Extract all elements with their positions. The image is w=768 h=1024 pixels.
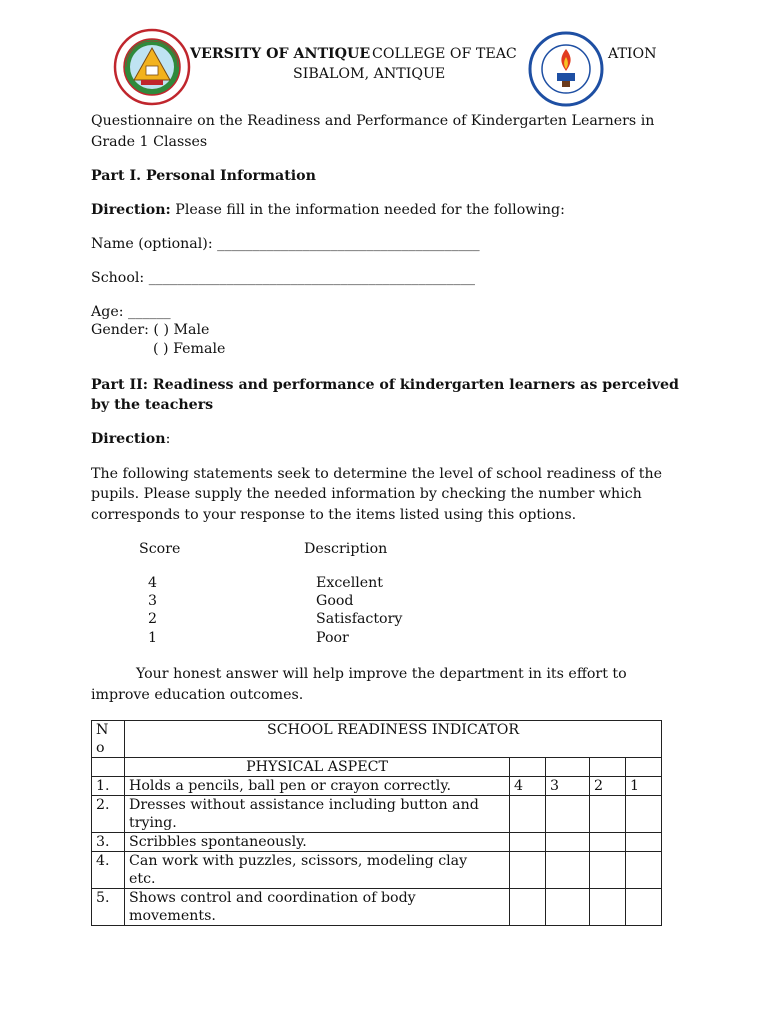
instruction-line2: pupils. Please supply the needed information by checking the number which bbox=[91, 486, 642, 502]
location-line: SIBALOM, ANTIQUE bbox=[293, 66, 446, 82]
part2-direction bbox=[91, 431, 170, 447]
section-score-cell bbox=[590, 758, 626, 777]
part1-direction-text: Please fill in the information needed for the following: bbox=[170, 202, 565, 218]
scale-score-3: 3 bbox=[148, 593, 158, 609]
part2-heading-line2: by the teachers bbox=[91, 397, 214, 413]
section-score-cell bbox=[510, 758, 546, 777]
no-header-line2: o bbox=[96, 740, 105, 756]
row-indicator: Holds a pencils, ball pen or crayon correctly. bbox=[125, 777, 510, 796]
scale-desc-3: Good bbox=[316, 593, 354, 609]
score-checkbox-4[interactable] bbox=[510, 796, 546, 833]
table-row bbox=[92, 777, 662, 796]
indicator-column-header: SCHOOL READINESS INDICATOR bbox=[125, 721, 662, 758]
scale-desc-1: Poor bbox=[316, 630, 349, 646]
row-indicator bbox=[125, 889, 510, 926]
section-no-cell bbox=[92, 758, 125, 777]
university-name-partial: VERSITY OF ANTIQUE bbox=[190, 46, 371, 62]
score-column-header: Score bbox=[139, 541, 181, 557]
no-header-line1: N bbox=[96, 722, 109, 738]
row-indicator-line2: etc. bbox=[129, 871, 156, 887]
score-checkbox-1[interactable] bbox=[626, 852, 662, 889]
name-field[interactable]: Name (optional): _____________________________________ bbox=[91, 236, 480, 252]
score-checkbox-2[interactable] bbox=[590, 833, 626, 852]
row-indicator-line2: movements. bbox=[129, 908, 216, 924]
scale-score-1: 1 bbox=[148, 630, 158, 646]
row-number: 1. bbox=[92, 777, 125, 796]
scale-score-4: 4 bbox=[148, 575, 158, 591]
table-row bbox=[92, 796, 662, 833]
college-seal-logo bbox=[528, 31, 604, 107]
row-number: 3. bbox=[92, 833, 125, 852]
part2-direction-label: Direction bbox=[91, 431, 166, 447]
score-checkbox-4[interactable] bbox=[510, 889, 546, 926]
score-checkbox-3[interactable] bbox=[546, 796, 590, 833]
score-checkbox-3[interactable] bbox=[546, 852, 590, 889]
row-indicator bbox=[125, 852, 510, 889]
section-score-cell bbox=[626, 758, 662, 777]
score-checkbox-2[interactable] bbox=[590, 889, 626, 926]
college-name-partial-right: ATION bbox=[608, 46, 657, 62]
scale-desc-4: Excellent bbox=[316, 575, 384, 591]
part1-direction bbox=[91, 202, 565, 218]
part1-direction-label: Direction: bbox=[91, 202, 171, 218]
score-checkbox-1[interactable] bbox=[626, 833, 662, 852]
row-indicator bbox=[125, 796, 510, 833]
row-number: 4. bbox=[92, 852, 125, 889]
score-checkbox-1[interactable] bbox=[626, 796, 662, 833]
row-number: 2. bbox=[92, 796, 125, 833]
table-row bbox=[92, 852, 662, 889]
no-column-header bbox=[92, 721, 125, 758]
score-checkbox-4[interactable] bbox=[510, 852, 546, 889]
score-checkbox-2[interactable] bbox=[590, 796, 626, 833]
part2-heading-line1: Part II: Readiness and performance of kindergarten learners as perceived bbox=[91, 377, 679, 393]
gender-female-option[interactable]: ( ) Female bbox=[153, 341, 226, 357]
part2-direction-colon: : bbox=[165, 431, 171, 447]
table-row bbox=[92, 889, 662, 926]
scale-desc-2: Satisfactory bbox=[316, 611, 403, 627]
score-label-3[interactable]: 3 bbox=[546, 777, 590, 796]
questionnaire-title-line2: Grade 1 Classes bbox=[91, 134, 208, 150]
closing-line2: improve education outcomes. bbox=[91, 687, 304, 703]
school-field[interactable]: School: ______________________________________________ bbox=[91, 270, 476, 286]
part1-heading: Part I. Personal Information bbox=[91, 168, 316, 184]
table-header-row bbox=[92, 721, 662, 758]
questionnaire-title-line1: Questionnaire on the Readiness and Performance of Kindergarten Learners in bbox=[91, 113, 655, 129]
score-label-2[interactable]: 2 bbox=[590, 777, 626, 796]
score-checkbox-4[interactable] bbox=[510, 833, 546, 852]
score-label-1[interactable]: 1 bbox=[626, 777, 662, 796]
row-number: 5. bbox=[92, 889, 125, 926]
closing-line1: Your honest answer will help improve the department in its effort to bbox=[136, 666, 627, 682]
score-checkbox-1[interactable] bbox=[626, 889, 662, 926]
instruction-line1: The following statements seek to determine the level of school readiness of the bbox=[91, 466, 662, 482]
college-name-partial-left: COLLEGE OF TEAC bbox=[372, 46, 517, 62]
instruction-line3: corresponds to your response to the items listed using this options. bbox=[91, 507, 577, 523]
gender-male-option[interactable]: Gender: ( ) Male bbox=[91, 322, 210, 338]
score-label-4[interactable]: 4 bbox=[510, 777, 546, 796]
score-checkbox-2[interactable] bbox=[590, 852, 626, 889]
readiness-indicator-table bbox=[91, 720, 662, 926]
age-field[interactable]: Age: ______ bbox=[91, 304, 171, 320]
table-row bbox=[92, 833, 662, 852]
scale-score-2: 2 bbox=[148, 611, 158, 627]
section-physical-aspect: PHYSICAL ASPECT bbox=[125, 758, 510, 777]
row-indicator: Scribbles spontaneously. bbox=[125, 833, 510, 852]
university-seal-logo bbox=[113, 28, 191, 106]
row-indicator-line1: Dresses without assistance including button and bbox=[129, 797, 479, 813]
row-indicator-line2: trying. bbox=[129, 815, 177, 831]
row-indicator-line1: Shows control and coordination of body bbox=[129, 890, 416, 906]
section-row bbox=[92, 758, 662, 777]
score-checkbox-3[interactable] bbox=[546, 889, 590, 926]
description-column-header: Description bbox=[304, 541, 388, 557]
row-indicator-line1: Can work with puzzles, scissors, modeling clay bbox=[129, 853, 468, 869]
section-score-cell bbox=[546, 758, 590, 777]
score-checkbox-3[interactable] bbox=[546, 833, 590, 852]
